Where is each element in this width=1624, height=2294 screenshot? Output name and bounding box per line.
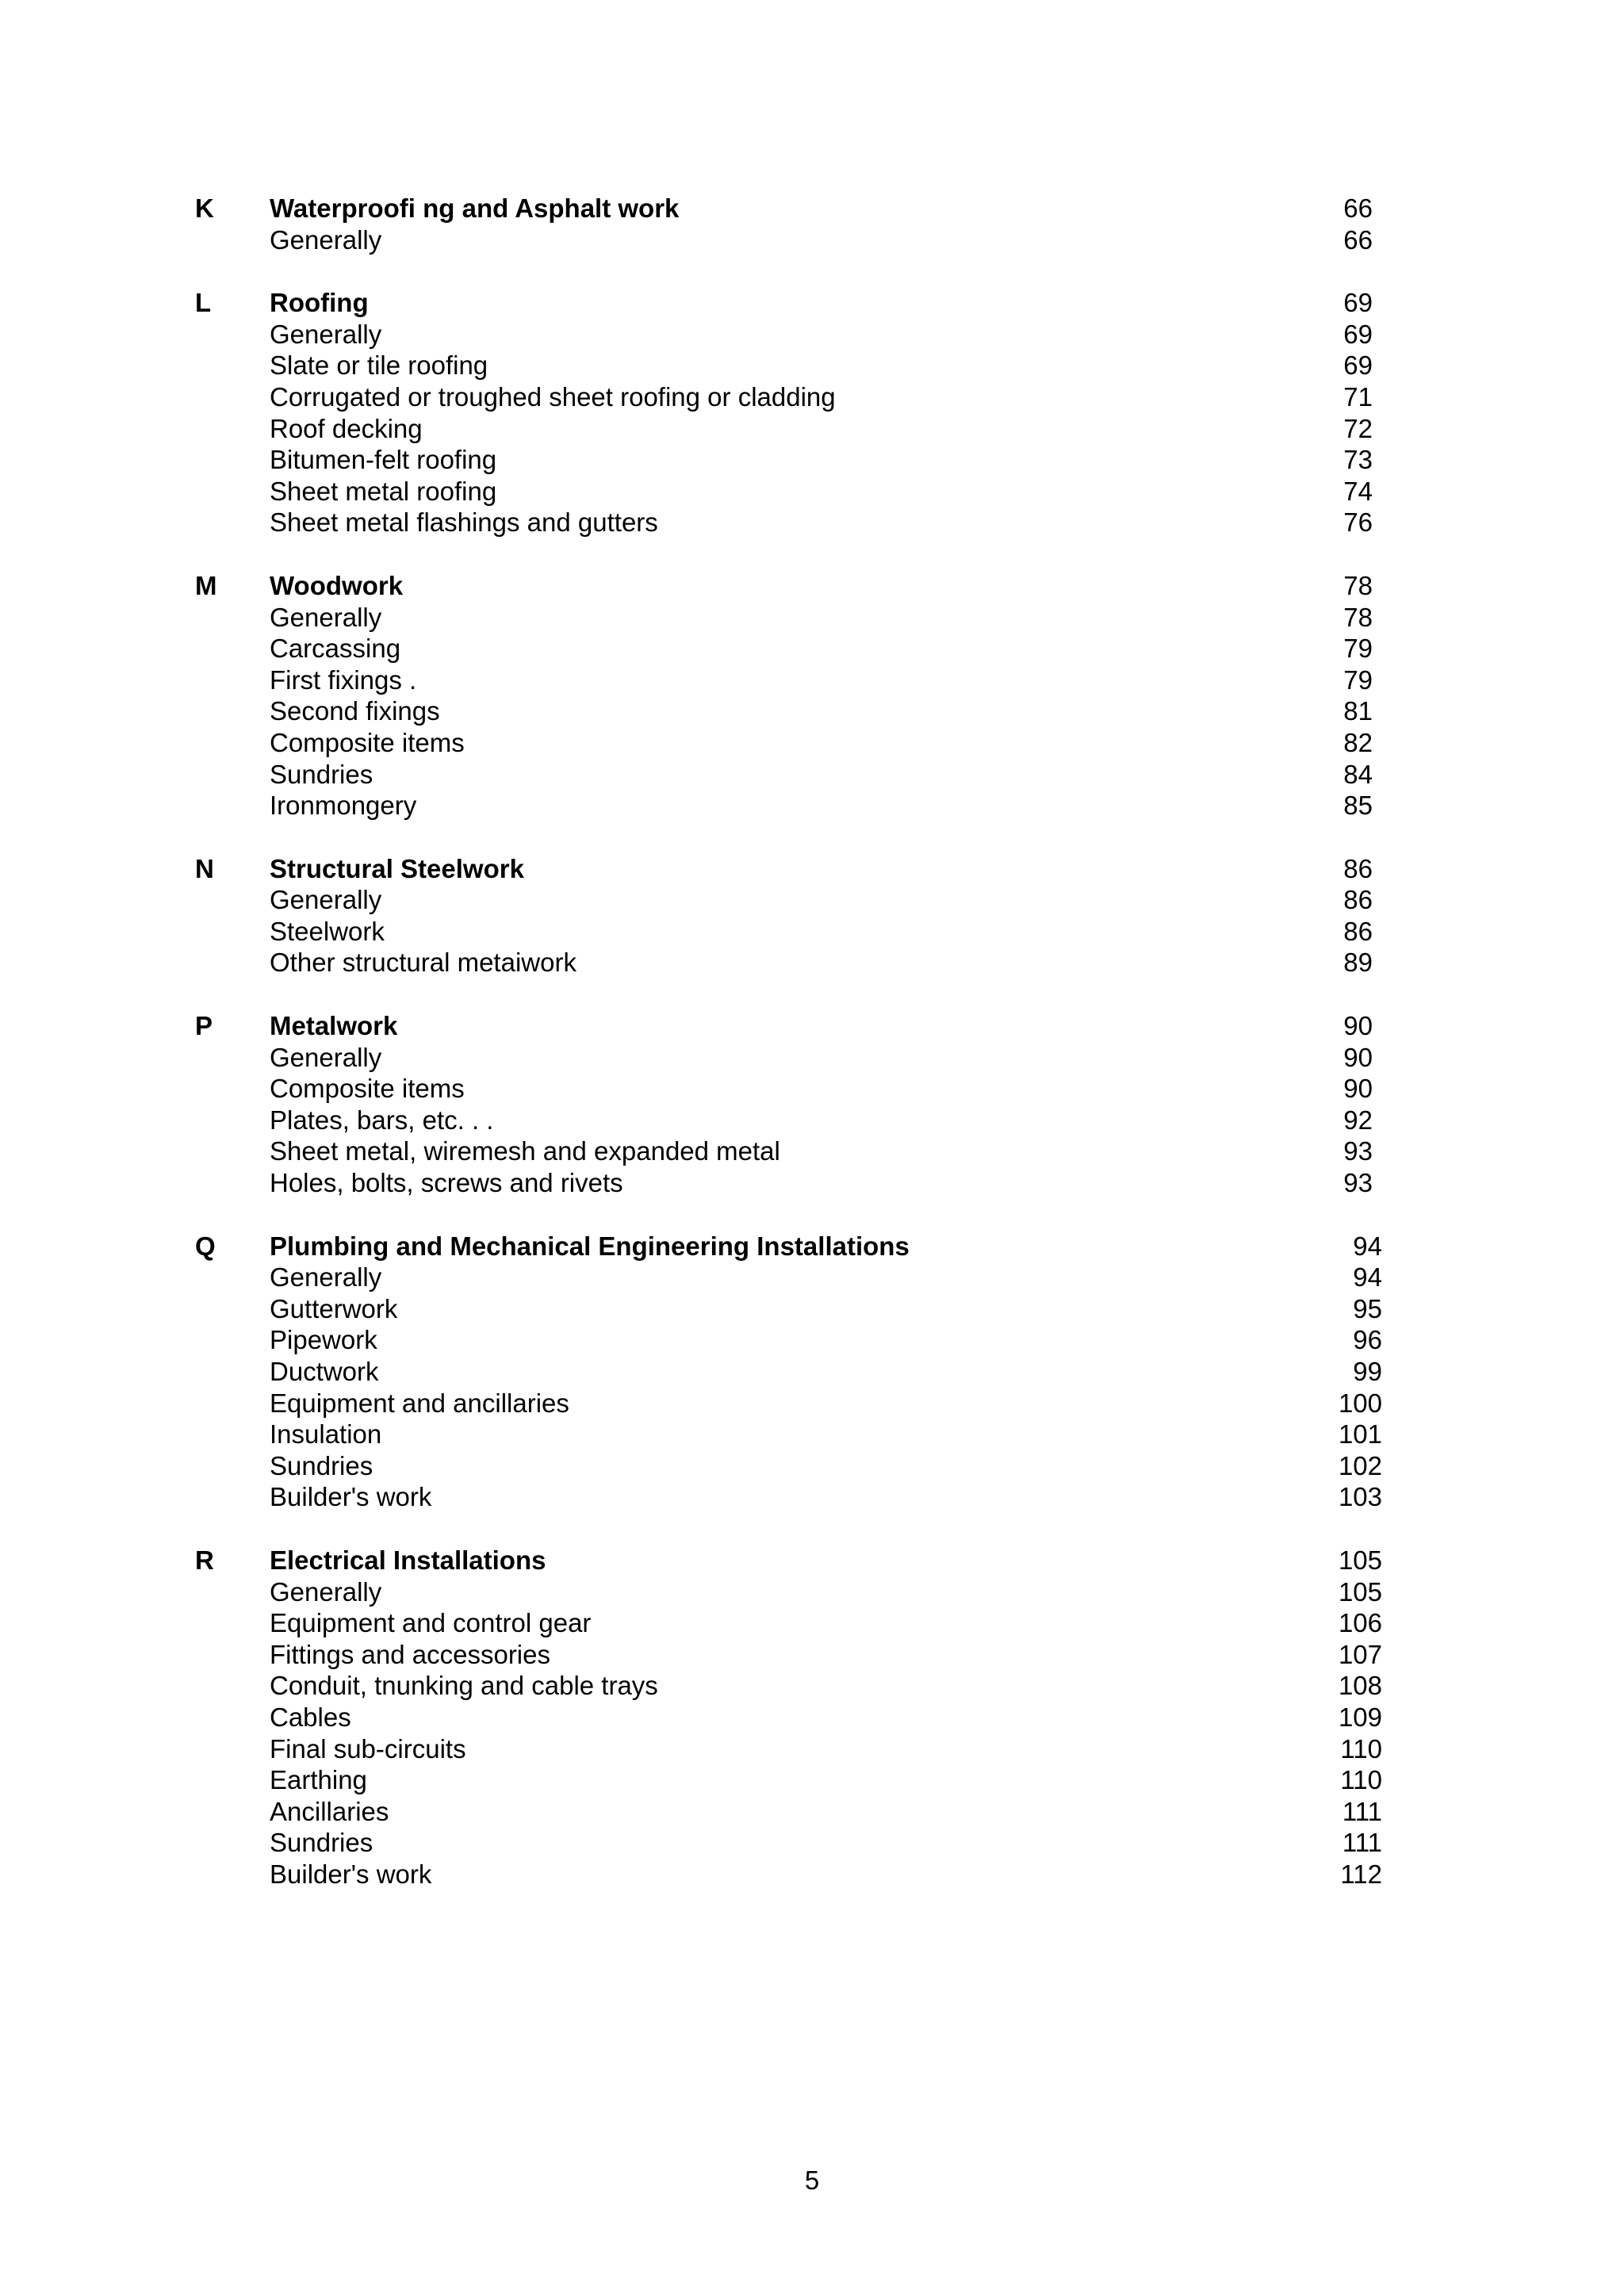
entry-page-number: 105 [1338, 1576, 1382, 1607]
toc-entry [0, 1167, 1624, 1199]
entry-title: Carcassing [270, 634, 401, 664]
toc-entry [0, 1293, 1624, 1325]
section-letter: N [195, 853, 214, 883]
entry-title: Generally [270, 602, 382, 632]
section-page-number: 86 [1343, 853, 1373, 883]
entry-title: Sheet metal roofing [270, 476, 497, 506]
entry-page-number: 73 [1343, 445, 1373, 475]
entry-title: Insulation [270, 1419, 382, 1450]
toc-entry [0, 1702, 1624, 1733]
toc-entry [0, 1419, 1624, 1450]
entry-page-number: 79 [1343, 664, 1373, 695]
entry-title: Gutterwork [270, 1293, 398, 1323]
entry-title: Final sub-circuits [270, 1733, 466, 1764]
entry-page-number: 95 [1353, 1293, 1382, 1323]
entry-page-number: 93 [1343, 1168, 1373, 1198]
toc-entry [0, 1136, 1624, 1167]
entry-page-number: 94 [1353, 1262, 1382, 1293]
section-title: Waterproofi ng and Asphalt work [270, 193, 680, 223]
toc-entry [0, 1639, 1624, 1671]
toc-section-n [0, 853, 1624, 978]
table-of-contents [0, 193, 1624, 1922]
entry-page-number: 99 [1353, 1357, 1382, 1386]
entry-title: Pipework [270, 1325, 377, 1355]
entry-page-number: 84 [1343, 759, 1373, 789]
toc-section-heading [0, 570, 1624, 602]
section-title: Plumbing and Mechanical Engineering Installations [270, 1231, 910, 1261]
toc-entry [0, 1481, 1624, 1513]
entry-page-number: 108 [1338, 1671, 1382, 1701]
entry-title: Sheet metal flashings and gutters [270, 507, 658, 538]
toc-entry [0, 602, 1624, 634]
toc-section-k [0, 193, 1624, 255]
entry-title: Conduit, tnunking and cable trays [270, 1671, 658, 1701]
section-page-number: 66 [1343, 193, 1373, 223]
toc-entry [0, 350, 1624, 381]
entry-page-number: 110 [1340, 1733, 1382, 1764]
toc-entry [0, 1670, 1624, 1702]
entry-page-number: 85 [1343, 791, 1373, 821]
section-title: Woodwork [270, 570, 404, 600]
toc-section-heading [0, 1010, 1624, 1042]
section-title: Metalwork [270, 1011, 398, 1041]
toc-section-r [0, 1545, 1624, 1890]
toc-entry [0, 1324, 1624, 1356]
toc-entry [0, 884, 1624, 916]
toc-entry [0, 1827, 1624, 1859]
entry-page-number: 102 [1338, 1450, 1382, 1480]
toc-section-heading [0, 1545, 1624, 1576]
entry-page-number: 110 [1340, 1765, 1382, 1795]
toc-entry [0, 1859, 1624, 1890]
entry-title: Sundries [270, 1450, 373, 1480]
toc-entry [0, 1733, 1624, 1765]
entry-page-number: 107 [1338, 1639, 1382, 1669]
entry-title: Holes, bolts, screws and rivets [270, 1168, 623, 1198]
entry-title: First fixings . [270, 664, 417, 695]
section-page-number: 69 [1343, 288, 1373, 318]
toc-entry [0, 319, 1624, 350]
entry-page-number: 101 [1338, 1419, 1382, 1450]
entry-page-number: 103 [1338, 1482, 1382, 1512]
entry-page-number: 69 [1343, 350, 1373, 381]
entry-title: Composite items [270, 1074, 465, 1104]
toc-entry [0, 633, 1624, 664]
entry-title: Plates, bars, etc. . . [270, 1105, 494, 1135]
entry-page-number: 106 [1338, 1608, 1382, 1638]
section-page-number: 105 [1338, 1545, 1382, 1575]
toc-entry [0, 381, 1624, 413]
section-letter: P [195, 1011, 213, 1041]
entry-page-number: 112 [1340, 1859, 1382, 1889]
entry-title: Sundries [270, 759, 373, 789]
entry-page-number: 86 [1343, 916, 1373, 946]
entry-page-number: 66 [1343, 224, 1373, 255]
entry-title: Equipment and ancillaries [270, 1388, 569, 1418]
entry-title: Builder's work [270, 1859, 432, 1889]
toc-entry [0, 916, 1624, 948]
entry-page-number: 86 [1343, 885, 1373, 915]
toc-entry [0, 224, 1624, 256]
section-title: Structural Steelwork [270, 853, 524, 883]
page-number: 5 [804, 2166, 820, 2195]
toc-entry [0, 1607, 1624, 1639]
toc-entry [0, 727, 1624, 759]
entry-title: Earthing [270, 1765, 367, 1795]
entry-page-number: 72 [1343, 413, 1373, 443]
toc-entry [0, 1042, 1624, 1074]
entry-page-number: 89 [1343, 948, 1373, 978]
toc-entry [0, 444, 1624, 476]
toc-entry [0, 1262, 1624, 1293]
section-letter: M [195, 570, 217, 600]
entry-title: Composite items [270, 727, 465, 757]
entry-page-number: 92 [1343, 1105, 1373, 1135]
toc-entry [0, 790, 1624, 821]
toc-entry [0, 695, 1624, 727]
toc-entry [0, 1073, 1624, 1105]
toc-section-l [0, 287, 1624, 538]
entry-title: Steelwork [270, 916, 385, 946]
toc-section-heading [0, 1231, 1624, 1262]
toc-entry [0, 413, 1624, 445]
entry-title: Slate or tile roofing [270, 350, 488, 381]
entry-title: Fittings and accessories [270, 1639, 550, 1669]
section-page-number: 94 [1353, 1231, 1382, 1261]
toc-entry [0, 1450, 1624, 1482]
entry-title: Sheet metal, wiremesh and expanded metal [270, 1136, 780, 1166]
entry-page-number: 111 [1342, 1796, 1382, 1826]
toc-entry [0, 1356, 1624, 1388]
toc-entry [0, 507, 1624, 538]
toc-entry [0, 1105, 1624, 1136]
entry-title: Generally [270, 1262, 382, 1293]
section-page-number: 90 [1343, 1011, 1373, 1041]
toc-section-heading [0, 287, 1624, 319]
toc-section-m [0, 570, 1624, 821]
entry-title: Sundries [270, 1828, 373, 1858]
entry-title: Corrugated or troughed sheet roofing or cladding [270, 381, 836, 412]
entry-title: Generally [270, 885, 382, 915]
section-letter: R [195, 1545, 214, 1575]
toc-section-q [0, 1231, 1624, 1513]
entry-page-number: 69 [1343, 319, 1373, 349]
entry-page-number: 90 [1343, 1074, 1373, 1104]
entry-page-number: 74 [1343, 476, 1373, 506]
entry-title: Ductwork [270, 1357, 379, 1386]
toc-section-p [0, 1010, 1624, 1199]
toc-entry [0, 1576, 1624, 1608]
entry-page-number: 78 [1343, 602, 1373, 632]
entry-page-number: 79 [1343, 634, 1373, 664]
toc-section-heading [0, 853, 1624, 885]
entry-page-number: 76 [1343, 507, 1373, 538]
entry-page-number: 81 [1343, 696, 1373, 726]
entry-page-number: 93 [1343, 1136, 1373, 1166]
section-letter: K [195, 193, 214, 223]
entry-title: Other structural metaiwork [270, 948, 576, 978]
toc-section-heading [0, 193, 1624, 224]
entry-title: Generally [270, 224, 382, 255]
entry-title: Generally [270, 319, 382, 349]
entry-page-number: 96 [1353, 1325, 1382, 1355]
entry-title: Ancillaries [270, 1796, 389, 1826]
entry-title: Ironmongery [270, 791, 417, 821]
entry-page-number: 109 [1338, 1702, 1382, 1732]
entry-page-number: 90 [1343, 1042, 1373, 1072]
toc-entry [0, 1388, 1624, 1419]
entry-page-number: 111 [1342, 1828, 1382, 1858]
section-page-number: 78 [1343, 570, 1373, 600]
entry-page-number: 82 [1343, 727, 1373, 757]
entry-title: Cables [270, 1702, 351, 1732]
entry-title: Generally [270, 1576, 382, 1607]
entry-title: Generally [270, 1042, 382, 1072]
toc-entry [0, 1764, 1624, 1796]
section-letter: L [195, 288, 212, 318]
section-title: Roofing [270, 288, 369, 318]
entry-page-number: 100 [1338, 1388, 1382, 1418]
toc-entry [0, 476, 1624, 507]
toc-entry [0, 1796, 1624, 1828]
entry-title: Builder's work [270, 1482, 432, 1512]
section-title: Electrical Installations [270, 1545, 546, 1575]
toc-entry [0, 664, 1624, 696]
entry-page-number: 71 [1343, 381, 1373, 412]
entry-title: Equipment and control gear [270, 1608, 592, 1638]
entry-title: Roof decking [270, 413, 423, 443]
entry-title: Second fixings [270, 696, 440, 726]
toc-entry [0, 759, 1624, 791]
section-letter: Q [195, 1231, 216, 1261]
entry-title: Bitumen-felt roofing [270, 445, 497, 475]
toc-entry [0, 947, 1624, 978]
